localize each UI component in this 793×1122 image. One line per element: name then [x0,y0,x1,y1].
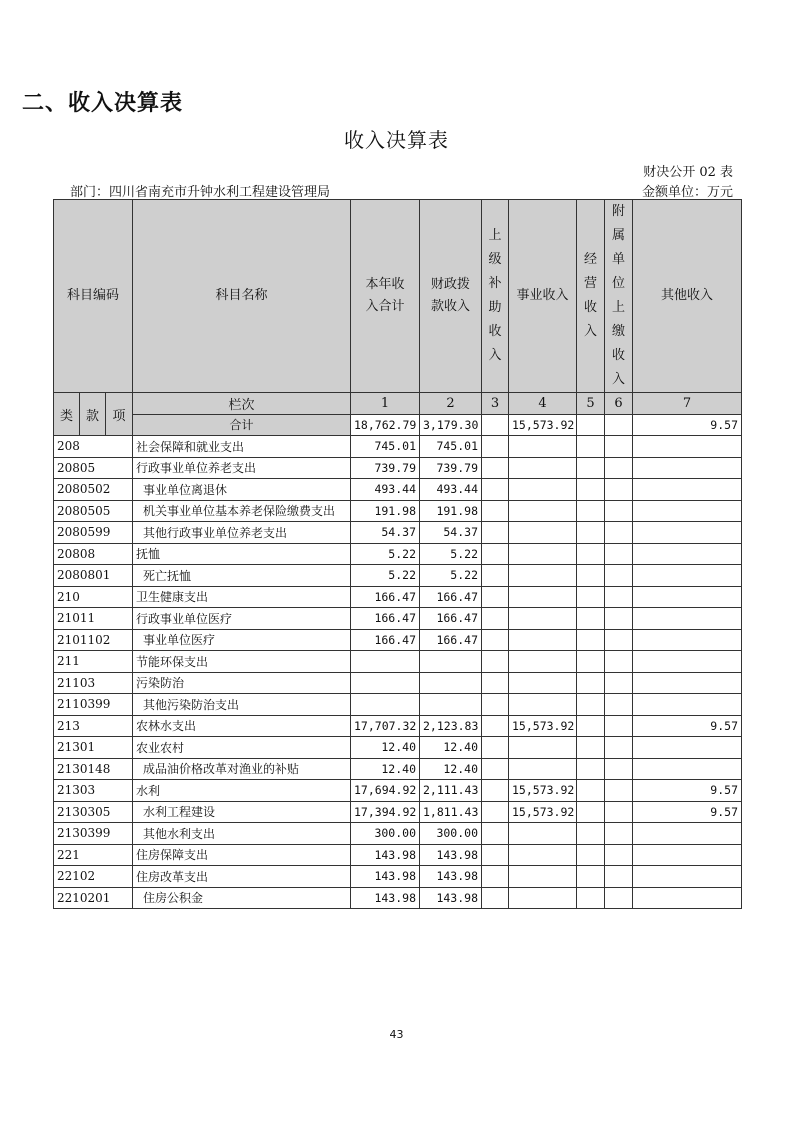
row-col5 [577,887,605,909]
header-kuan: 款 [80,393,106,436]
row-col5 [577,479,605,501]
row-code: 2130399 [54,823,133,845]
row-col1 [351,672,420,694]
row-col5 [577,586,605,608]
header-col7: 其他收入 [633,200,742,393]
row-col7 [633,629,742,651]
row-code: 2080599 [54,522,133,544]
table-row [54,672,742,694]
row-col4 [509,844,577,866]
row-col7 [633,457,742,479]
row-col1: 12.40 [351,758,420,780]
row-col2: 5.22 [420,565,482,587]
row-col6 [605,694,633,716]
row-col3 [482,436,509,458]
row-col5 [577,672,605,694]
row-col2 [420,694,482,716]
table-row [54,565,742,587]
row-col4 [509,586,577,608]
row-col7 [633,823,742,845]
row-col3 [482,586,509,608]
row-col7 [633,844,742,866]
table-row [54,801,742,823]
row-col5 [577,780,605,802]
col-number-7: 7 [633,393,742,415]
table-row [54,608,742,630]
amount-unit-label: 金额单位：万元 [641,185,733,200]
row-name: 住房公积金 [133,887,351,909]
row-col1: 166.47 [351,629,420,651]
total-col7: 9.57 [633,414,742,436]
row-col3 [482,608,509,630]
row-col2: 12.40 [420,737,482,759]
row-col1: 745.01 [351,436,420,458]
row-col7 [633,866,742,888]
row-col7 [633,436,742,458]
row-col1: 5.22 [351,543,420,565]
row-col2: 739.79 [420,457,482,479]
row-col2: 493.44 [420,479,482,501]
row-col1: 12.40 [351,737,420,759]
row-col6 [605,715,633,737]
table-row [54,457,742,479]
row-col2: 1,811.43 [420,801,482,823]
row-col4: 15,573.92 [509,715,577,737]
col-number-1: 1 [351,393,420,415]
row-col3 [482,801,509,823]
row-code: 2080505 [54,500,133,522]
total-col2: 3,179.30 [420,414,482,436]
page-number: 43 [389,1028,404,1041]
row-col6 [605,866,633,888]
row-name: 水利工程建设 [133,801,351,823]
row-name: 死亡抚恤 [133,565,351,587]
row-col1: 143.98 [351,844,420,866]
row-col2: 12.40 [420,758,482,780]
row-col3 [482,694,509,716]
row-col3 [482,737,509,759]
row-col3 [482,758,509,780]
row-col6 [605,565,633,587]
row-col2: 143.98 [420,866,482,888]
row-col6 [605,737,633,759]
total-label: 合计 [133,414,351,436]
header-col1: 本年收入合计 [351,200,420,393]
row-col7 [633,672,742,694]
row-col6 [605,672,633,694]
department-label: 部门：四川省南充市升钟水利工程建设管理局 [70,185,331,200]
row-col5 [577,608,605,630]
row-col2: 5.22 [420,543,482,565]
row-col7 [633,565,742,587]
header-col4: 事业收入 [509,200,577,393]
row-col5 [577,823,605,845]
row-col6 [605,543,633,565]
row-col5 [577,715,605,737]
row-col7: 9.57 [633,801,742,823]
row-code: 21301 [54,737,133,759]
row-code: 2101102 [54,629,133,651]
row-name: 行政事业单位医疗 [133,608,351,630]
row-col3 [482,780,509,802]
row-col1: 191.98 [351,500,420,522]
row-col3 [482,500,509,522]
row-col3 [482,672,509,694]
row-name: 社会保障和就业支出 [133,436,351,458]
row-col7 [633,737,742,759]
header-xiang: 项 [106,393,133,436]
row-code: 2080801 [54,565,133,587]
row-col2: 166.47 [420,608,482,630]
table-row [54,694,742,716]
row-col7 [633,694,742,716]
row-col6 [605,629,633,651]
row-col5 [577,629,605,651]
income-table [53,199,742,909]
table-row [54,737,742,759]
row-col5 [577,565,605,587]
row-col5 [577,651,605,673]
table-row [54,543,742,565]
row-col5 [577,500,605,522]
row-code: 221 [54,844,133,866]
row-col4 [509,457,577,479]
row-col4 [509,436,577,458]
row-col3 [482,887,509,909]
row-col3 [482,522,509,544]
row-col1: 54.37 [351,522,420,544]
row-col3 [482,629,509,651]
section-title: 二、收入决算表 [22,91,184,116]
row-col7 [633,586,742,608]
row-col1: 166.47 [351,608,420,630]
row-col6 [605,758,633,780]
table-row [54,651,742,673]
row-name: 卫生健康支出 [133,586,351,608]
row-col1: 17,394.92 [351,801,420,823]
row-col1: 143.98 [351,887,420,909]
row-col5 [577,457,605,479]
row-col4 [509,737,577,759]
row-name: 住房改革支出 [133,866,351,888]
row-code: 20808 [54,543,133,565]
row-col6 [605,500,633,522]
row-col1: 17,694.92 [351,780,420,802]
row-code: 213 [54,715,133,737]
row-col2: 166.47 [420,629,482,651]
row-col1: 493.44 [351,479,420,501]
header-col5: 经营收入 [577,200,605,393]
row-code: 2130305 [54,801,133,823]
header-lanci: 栏次 [133,393,351,415]
row-col1 [351,694,420,716]
table-row [54,586,742,608]
row-col6 [605,823,633,845]
row-col1: 739.79 [351,457,420,479]
row-code: 20805 [54,457,133,479]
row-col1: 143.98 [351,866,420,888]
row-col5 [577,801,605,823]
row-col5 [577,543,605,565]
row-code: 21103 [54,672,133,694]
table-row [54,715,742,737]
row-col4 [509,866,577,888]
row-col7: 9.57 [633,780,742,802]
row-col7 [633,543,742,565]
table-row [54,436,742,458]
row-col5 [577,737,605,759]
row-col2: 143.98 [420,887,482,909]
col-number-4: 4 [509,393,577,415]
row-name: 水利 [133,780,351,802]
table-row [54,866,742,888]
table-row [54,780,742,802]
row-col4 [509,823,577,845]
row-col7 [633,522,742,544]
row-col7 [633,651,742,673]
row-col7 [633,608,742,630]
row-code: 208 [54,436,133,458]
row-col6 [605,844,633,866]
table-row [54,479,742,501]
row-col2: 191.98 [420,500,482,522]
row-name: 其他水利支出 [133,823,351,845]
row-name: 成品油价格改革对渔业的补贴 [133,758,351,780]
row-col6 [605,651,633,673]
table-row [54,758,742,780]
row-col1: 300.00 [351,823,420,845]
row-col2: 54.37 [420,522,482,544]
header-code: 科目编码 [54,200,133,393]
row-name: 其他污染防治支出 [133,694,351,716]
row-col4 [509,522,577,544]
row-code: 2210201 [54,887,133,909]
table-row [54,629,742,651]
row-code: 21011 [54,608,133,630]
row-col3 [482,543,509,565]
row-col1: 166.47 [351,586,420,608]
row-code: 210 [54,586,133,608]
row-col1: 17,707.32 [351,715,420,737]
header-col6: 附属单位上缴收入 [605,200,633,393]
row-name: 抚恤 [133,543,351,565]
row-col7 [633,887,742,909]
row-code: 21303 [54,780,133,802]
row-col7 [633,500,742,522]
row-col2: 166.47 [420,586,482,608]
row-col2: 745.01 [420,436,482,458]
row-col4 [509,651,577,673]
col-number-5: 5 [577,393,605,415]
row-col3 [482,651,509,673]
row-col7 [633,758,742,780]
row-name: 污染防治 [133,672,351,694]
row-col4 [509,887,577,909]
row-name: 住房保障支出 [133,844,351,866]
table-row [54,887,742,909]
row-col6 [605,780,633,802]
row-name: 节能环保支出 [133,651,351,673]
row-col2: 300.00 [420,823,482,845]
row-name: 事业单位离退休 [133,479,351,501]
row-col4 [509,479,577,501]
row-col3 [482,479,509,501]
row-code: 2080502 [54,479,133,501]
row-name: 其他行政事业单位养老支出 [133,522,351,544]
row-col2 [420,651,482,673]
row-name: 农林水支出 [133,715,351,737]
row-col5 [577,522,605,544]
row-col6 [605,436,633,458]
table-row [54,522,742,544]
table-row [54,823,742,845]
row-col5 [577,844,605,866]
row-col4 [509,758,577,780]
row-col4 [509,565,577,587]
row-col3 [482,823,509,845]
row-col6 [605,801,633,823]
row-col4 [509,608,577,630]
row-col1 [351,651,420,673]
row-col5 [577,866,605,888]
row-col2: 2,111.43 [420,780,482,802]
col-number-2: 2 [420,393,482,415]
row-col4: 15,573.92 [509,780,577,802]
row-col2 [420,672,482,694]
row-code: 2110399 [54,694,133,716]
header-name: 科目名称 [133,200,351,393]
row-col6 [605,887,633,909]
header-lei: 类 [54,393,80,436]
row-col3 [482,565,509,587]
row-name: 事业单位医疗 [133,629,351,651]
total-col1: 18,762.79 [351,414,420,436]
total-col6 [605,414,633,436]
row-col5 [577,436,605,458]
row-code: 2130148 [54,758,133,780]
document-title: 收入决算表 [344,128,449,152]
total-col5 [577,414,605,436]
row-col6 [605,479,633,501]
row-col6 [605,608,633,630]
row-col6 [605,522,633,544]
header-col2: 财政拨款收入 [420,200,482,393]
row-col4: 15,573.92 [509,801,577,823]
row-name: 行政事业单位养老支出 [133,457,351,479]
row-col6 [605,457,633,479]
total-col4: 15,573.92 [509,414,577,436]
row-col1: 5.22 [351,565,420,587]
row-col6 [605,586,633,608]
row-col7 [633,479,742,501]
row-col3 [482,866,509,888]
row-col2: 143.98 [420,844,482,866]
row-col4 [509,543,577,565]
row-code: 211 [54,651,133,673]
col-number-3: 3 [482,393,509,415]
row-col3 [482,844,509,866]
table-row [54,844,742,866]
row-col5 [577,758,605,780]
row-col5 [577,694,605,716]
row-col3 [482,715,509,737]
row-col4 [509,629,577,651]
row-col4 [509,694,577,716]
row-code: 22102 [54,866,133,888]
total-row [54,414,742,436]
total-col3 [482,414,509,436]
col-number-6: 6 [605,393,633,415]
row-col2: 2,123.83 [420,715,482,737]
row-col3 [482,457,509,479]
row-col4 [509,500,577,522]
row-name: 农业农村 [133,737,351,759]
row-col4 [509,672,577,694]
table-row [54,500,742,522]
header-col3: 上级补助收入 [482,200,509,393]
row-name: 机关事业单位基本养老保险缴费支出 [133,500,351,522]
row-col7: 9.57 [633,715,742,737]
form-number: 财决公开 02 表 [643,165,733,180]
